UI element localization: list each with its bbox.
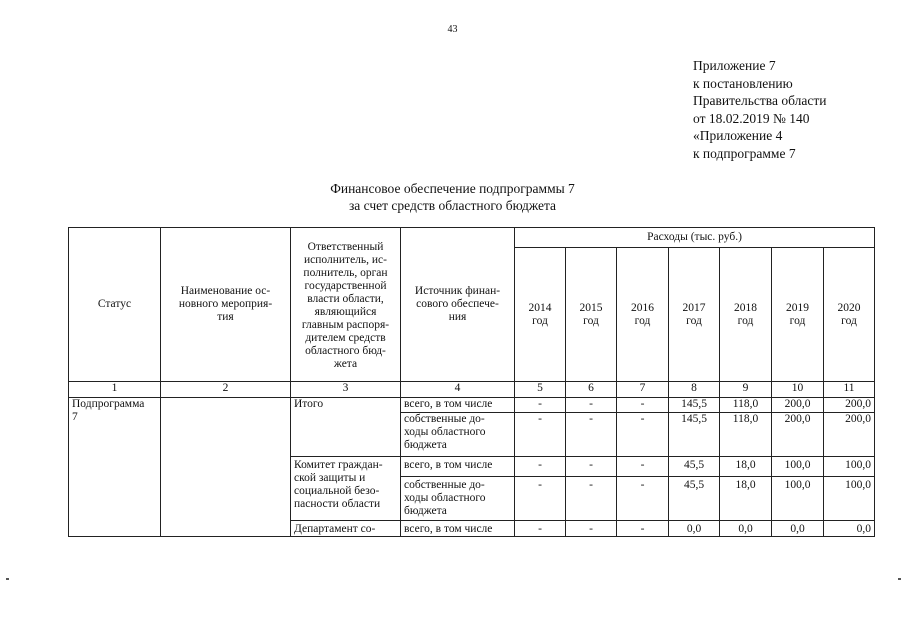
activity-name-cell (161, 398, 291, 537)
value-cell: 145,5 (669, 398, 720, 413)
source-cell: всего, в том числе (401, 521, 515, 537)
value-cell: - (566, 477, 617, 521)
value-cell: - (515, 413, 566, 457)
value-cell: 0,0 (720, 521, 772, 537)
financing-table (68, 227, 875, 537)
value-cell: 200,0 (824, 398, 875, 413)
column-numbers-row (69, 382, 875, 398)
source-cell: всего, в том числе (401, 457, 515, 477)
column-number: 7 (617, 382, 669, 398)
value-cell: - (515, 398, 566, 413)
column-number: 3 (291, 382, 401, 398)
value-cell: 200,0 (772, 413, 824, 457)
value-cell: 100,0 (772, 457, 824, 477)
value-cell: 0,0 (669, 521, 720, 537)
responsible-cell: Департамент со- (291, 521, 401, 537)
title-line: Финансовое обеспечение подпрограммы 7 (330, 181, 575, 196)
value-cell: - (566, 521, 617, 537)
header-year-2015: 2015 год (566, 248, 617, 382)
value-cell: - (617, 398, 669, 413)
value-cell: 200,0 (772, 398, 824, 413)
column-number: 1 (69, 382, 161, 398)
header-expenses: Расходы (тыс. руб.) (515, 228, 875, 248)
value-cell: 45,5 (669, 477, 720, 521)
column-number: 11 (824, 382, 875, 398)
header-year-2019: 2019 год (772, 248, 824, 382)
value-cell: - (566, 398, 617, 413)
value-cell: 45,5 (669, 457, 720, 477)
header-row (69, 228, 875, 248)
status-cell: Подпрограмма 7 (69, 398, 161, 537)
header-year-2014: 2014 год (515, 248, 566, 382)
source-cell: собственные до- ходы областного бюджета (401, 413, 515, 457)
column-number: 8 (669, 382, 720, 398)
header-source: Источник финан- сового обеспече- ния (401, 228, 515, 382)
responsible-cell: Комитет граждан- ской защиты и социальной безо- пасности области (291, 457, 401, 521)
appendix-line: к подпрограмме 7 (693, 145, 796, 161)
value-cell: 100,0 (772, 477, 824, 521)
column-number: 2 (161, 382, 291, 398)
value-cell: - (515, 457, 566, 477)
value-cell: 18,0 (720, 457, 772, 477)
value-cell: 100,0 (824, 477, 875, 521)
header-status: Статус (69, 228, 161, 382)
value-cell: - (566, 457, 617, 477)
value-cell: - (617, 521, 669, 537)
column-number: 4 (401, 382, 515, 398)
appendix-block (693, 57, 826, 162)
table-row (69, 398, 875, 413)
value-cell: 0,0 (772, 521, 824, 537)
title-line: за счет средств областного бюджета (348, 198, 557, 213)
value-cell: - (515, 521, 566, 537)
header-name: Наименование ос- новного мероприя- тия (161, 228, 291, 382)
scan-mark (6, 578, 9, 580)
value-cell: 100,0 (824, 457, 875, 477)
page-number: 43 (447, 24, 458, 35)
document-title (0, 180, 905, 214)
header-year-2017: 2017 год (669, 248, 720, 382)
source-cell: собственные до- ходы областного бюджета (401, 477, 515, 521)
value-cell: 200,0 (824, 413, 875, 457)
header-year-2020: 2020 год (824, 248, 875, 382)
source-cell: всего, в том числе (401, 398, 515, 413)
appendix-line: «Приложение 4 (693, 128, 783, 143)
value-cell: - (515, 477, 566, 521)
column-number: 6 (566, 382, 617, 398)
value-cell: 118,0 (720, 398, 772, 413)
header-responsible: Ответственный исполнитель, ис- полнитель, орган государственной власти области, являющийся главным распоря- дителем средств областного бюд- жета (291, 228, 401, 382)
value-cell: - (566, 413, 617, 457)
appendix-line: Приложение 7 (693, 58, 776, 73)
appendix-line: к постановлению (693, 75, 793, 91)
column-number: 5 (515, 382, 566, 398)
responsible-cell: Итого (291, 398, 401, 457)
value-cell: - (617, 413, 669, 457)
appendix-line: от 18.02.2019 № 140 (693, 110, 810, 126)
value-cell: 0,0 (824, 521, 875, 537)
value-cell: - (617, 457, 669, 477)
value-cell: - (617, 477, 669, 521)
header-year-2016: 2016 год (617, 248, 669, 382)
header-year-2018: 2018 год (720, 248, 772, 382)
value-cell: 145,5 (669, 413, 720, 457)
value-cell: 18,0 (720, 477, 772, 521)
value-cell: 118,0 (720, 413, 772, 457)
appendix-line: Правительства области (693, 93, 827, 108)
scan-mark (898, 578, 901, 580)
column-number: 10 (772, 382, 824, 398)
column-number: 9 (720, 382, 772, 398)
